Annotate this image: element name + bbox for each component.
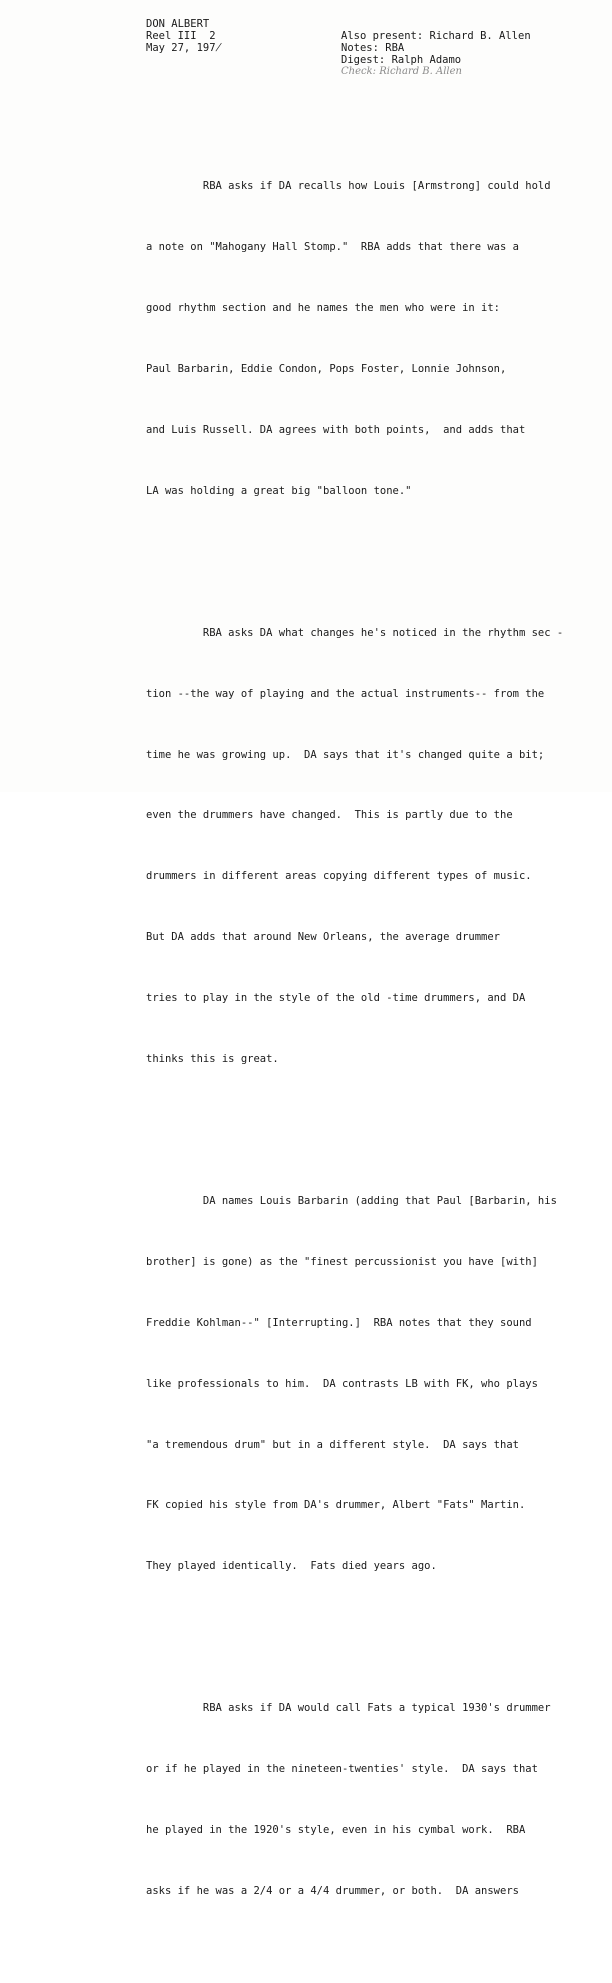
text-line: tries to play in the style of the old -time drummers, and DA (146, 992, 526, 1005)
paragraph (146, 1658, 556, 1942)
text-line: like professionals to him. DA contrasts LB with FK, who plays (146, 1377, 538, 1390)
text-line: FK copied his style from DA's drummer, Albert "Fats" Martin. (146, 1499, 526, 1512)
text-line: good rhythm section and he names the men who were in it: (146, 301, 501, 314)
text-line: RBA asks DA what changes he's noticed in the rhythm sec - (146, 626, 564, 639)
interview-date: May 27, 197̸ (146, 42, 222, 54)
check-signature: Check: Richard B. Allen (341, 66, 462, 77)
text-line: a note on "Mahogany Hall Stomp." RBA adds that there was a (146, 241, 519, 254)
text-line: "a tremendous drum" but in a different style. DA says that (146, 1438, 519, 1451)
paragraph (146, 136, 556, 542)
text-line: drummers in different areas copying different types of music. (146, 870, 532, 883)
text-line: asks if he was a 2/4 or a 4/4 drummer, or both. DA answers (146, 1885, 519, 1898)
notes-by: Notes: RBA (341, 42, 405, 54)
text-line: thinks this is great. (146, 1052, 279, 1065)
text-line: even the drummers have changed. This is partly due to the (146, 809, 513, 822)
paragraph (146, 1150, 556, 1617)
text-line: They played identically. Fats died years ago. (146, 1560, 437, 1573)
text-line: RBA asks if DA recalls how Louis [Armstrong] could hold (146, 180, 551, 193)
text-line: Freddie Kohlman--" [Interrupting.] RBA notes that they sound (146, 1316, 532, 1329)
text-line: RBA asks if DA would call Fats a typical 1930's drummer (146, 1702, 551, 1715)
paragraph (146, 582, 564, 1110)
digest-by: Digest: Ralph Adamo (341, 54, 462, 66)
text-line: LA was holding a great big "balloon tone." (146, 484, 412, 497)
text-line: Paul Barbarin, Eddie Condon, Pops Foster, Lonnie Johnson, (146, 362, 507, 375)
text-line: he played in the 1920's style, even in his cymbal work. RBA (146, 1824, 526, 1837)
text-line: brother] is gone) as the "finest percussionist you have [with] (146, 1255, 538, 1268)
text-line: and Luis Russell. DA agrees with both points, and adds that (146, 423, 526, 436)
text-line: or if he played in the nineteen-twenties' style. DA says that (146, 1763, 538, 1776)
text-line: time he was growing up. DA says that it's changed quite a bit; (146, 748, 545, 761)
text-line: tion --the way of playing and the actual instruments-- from the (146, 687, 545, 700)
interviewee-name: DON ALBERT (146, 18, 210, 30)
reel-number: Reel III 2 (146, 30, 216, 42)
text-line: But DA adds that around New Orleans, the average drummer (146, 931, 501, 944)
text-line: DA names Louis Barbarin (adding that Paul [Barbarin, his (146, 1195, 557, 1208)
digest-body (146, 95, 564, 1983)
also-present: Also present: Richard B. Allen (341, 30, 531, 42)
